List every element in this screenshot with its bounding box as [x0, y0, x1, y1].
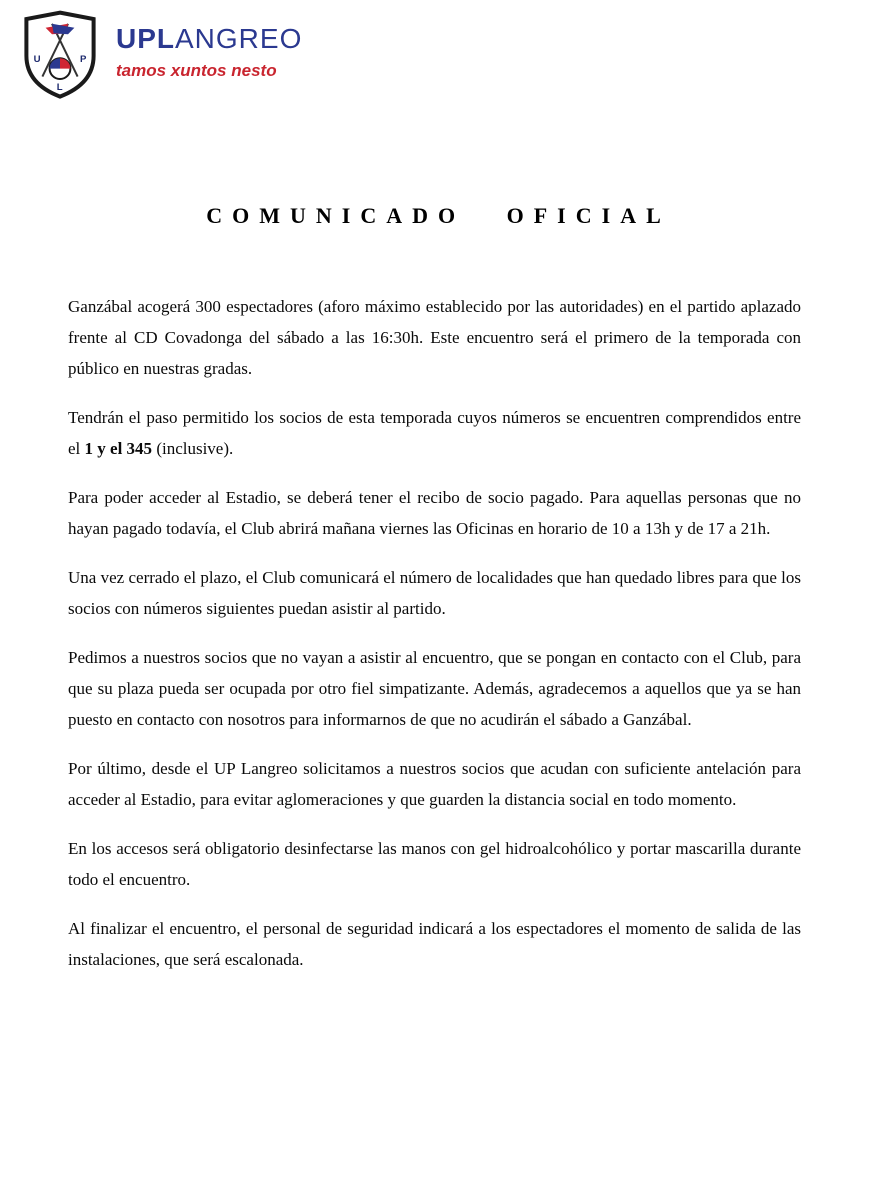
- document-body: [68, 291, 801, 993]
- paragraph-8: Al finalizar el encuentro, el personal de seguridad indicará a los espectadores el momento de salida de las instalaciones, que será escalonada.: [68, 919, 801, 969]
- club-name-suffix: ANGREO: [175, 23, 303, 54]
- paragraph-2-before: Tendrán el paso permitido los socios de esta temporada cuyos números se encuentren comprendidos entre el: [68, 408, 801, 458]
- document-title: COMUNICADO OFICIAL: [206, 203, 671, 228]
- paragraph-4: Una vez cerrado el plazo, el Club comunicará el número de localidades que han quedado libres para que los socios con números siguientes puedan asistir al partido.: [68, 568, 801, 618]
- paragraph-5: Pedimos a nuestros socios que no vayan a asistir al encuentro, que se pongan en contacto con el Club, para que su plaza pueda ser ocupada por otro fiel simpatizante. Además, agradecemos a aquellos que ya se han puesto en contacto con nosotros para informarnos de que no acudirán el sábado a Ganzábal.: [68, 648, 801, 729]
- paragraph-7: En los accesos será obligatorio desinfectarse las manos con gel hidroalcohólico y portar mascarilla durante todo el encuentro.: [68, 839, 801, 889]
- club-header: [20, 8, 302, 102]
- paragraph-2: [68, 402, 801, 464]
- paragraph-1: Ganzábal acogerá 300 espectadores (aforo máximo establecido por las autoridades) en el partido aplazado frente al CD Covadonga del sábado a las 16:30h. Este encuentro será el primero de la temporada con público en nuestras gradas.: [68, 297, 801, 378]
- paragraph-2-bold-range: 1 y el 345: [84, 439, 153, 458]
- club-crest-icon: [20, 8, 100, 102]
- paragraph-2-after: (inclusive).: [152, 439, 234, 458]
- club-name: [116, 24, 302, 54]
- paragraph-6: Por último, desde el UP Langreo solicitamos a nuestros socios que acudan con suficiente antelación para acceder al Estadio, para evitar aglomeraciones y que guarden la distancia social en todo momento.: [68, 759, 801, 809]
- club-slogan: tamos xuntos nesto: [116, 61, 277, 80]
- paragraph-3: Para poder acceder al Estadio, se deberá tener el recibo de socio pagado. Para aquellas personas que no hayan pagado todavía, el Club abrirá mañana viernes las Oficinas en horario de 10 a 13h y de 17 a 21h.: [68, 488, 801, 538]
- svg-text:P: P: [80, 54, 87, 66]
- svg-text:U: U: [33, 54, 41, 66]
- club-name-prefix: UPL: [116, 23, 175, 54]
- svg-text:L: L: [56, 82, 63, 94]
- club-brand: [116, 8, 302, 81]
